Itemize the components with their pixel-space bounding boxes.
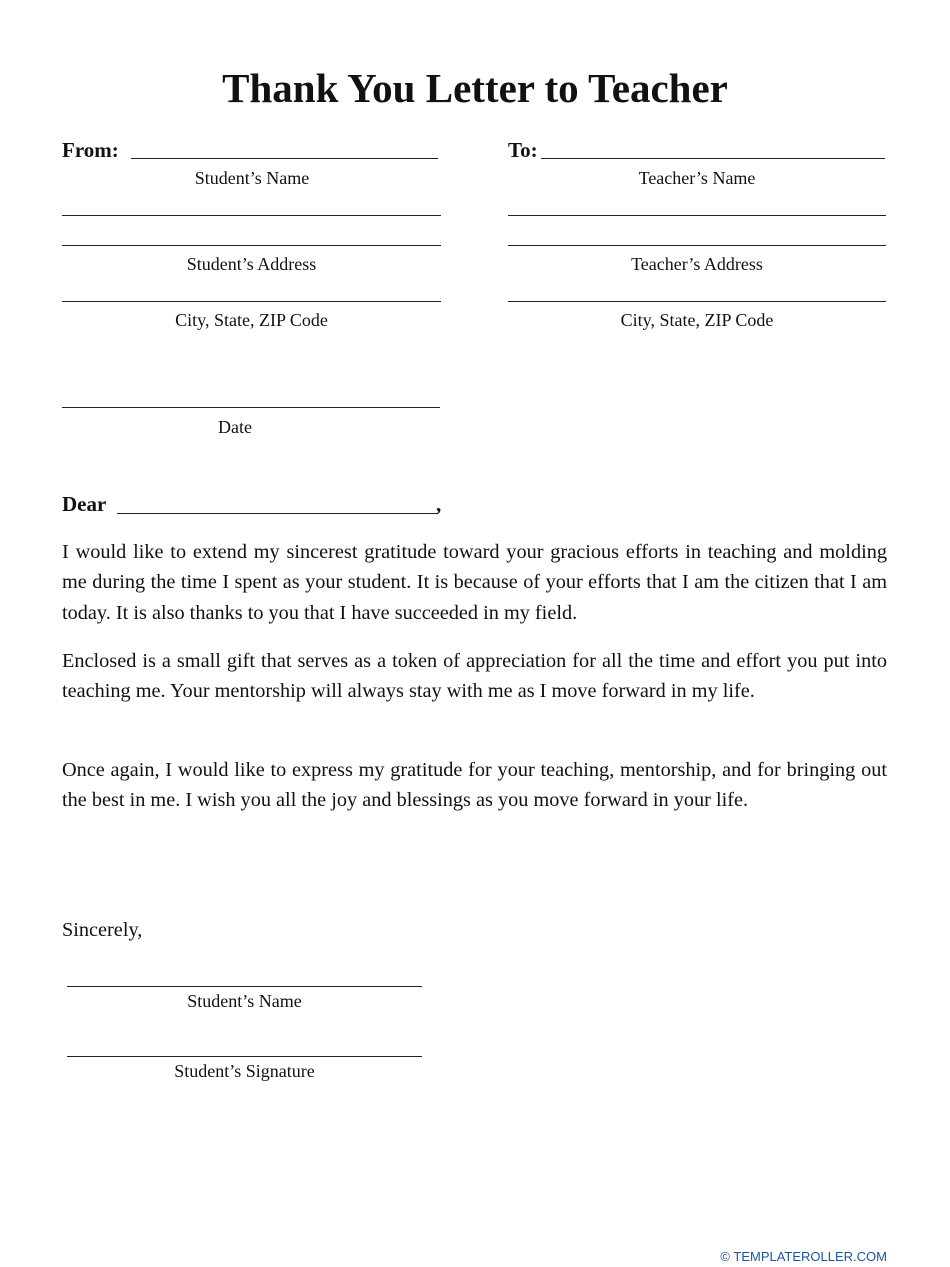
page-title: Thank You Letter to Teacher — [222, 65, 728, 111]
date-line[interactable] — [62, 407, 440, 408]
teacher-city-line[interactable] — [508, 301, 886, 302]
salutation-label: Dear — [62, 492, 107, 516]
salutation-name-line[interactable] — [117, 513, 437, 514]
student-address-caption: Student’s Address — [186, 254, 317, 274]
teacher-address-caption: Teacher’s Address — [631, 254, 763, 274]
to-label: To: — [508, 138, 538, 162]
teacher-city-caption: City, State, ZIP Code — [620, 310, 774, 330]
student-city-line[interactable] — [62, 301, 441, 302]
date-caption: Date — [218, 417, 252, 437]
student-city-caption: City, State, ZIP Code — [175, 310, 328, 330]
from-label: From: — [62, 138, 119, 162]
body-paragraph-1: I would like to extend my sincerest gratitude toward your gracious efforts in teaching and molding me during the time I spent as your student. It is because of your efforts that I am the citizen that I am today. It is also thanks to you that I have succeeded in my field. — [62, 541, 887, 624]
teacher-name-caption: Teacher’s Name — [638, 168, 756, 188]
copyright-footer[interactable]: © TEMPLATEROLLER.COM — [720, 1249, 887, 1264]
student-name-line[interactable] — [131, 158, 438, 159]
student-address-line-1[interactable] — [62, 215, 441, 216]
student-address-line-2[interactable] — [62, 245, 441, 246]
closing-name-caption: Student’s Name — [187, 991, 302, 1011]
teacher-address-line-2[interactable] — [508, 245, 886, 246]
body-paragraph-2: Enclosed is a small gift that serves as a token of appreciation for all the time and effort you put into teaching me. Your mentorship will always stay with me as I move forward in my life. — [62, 650, 887, 703]
student-name-caption: Student’s Name — [194, 168, 310, 188]
signature-line[interactable] — [67, 1056, 422, 1057]
teacher-address-line-1[interactable] — [508, 215, 886, 216]
closing-text: Sincerely, — [62, 919, 143, 941]
salutation-comma: , — [436, 492, 442, 516]
teacher-name-line[interactable] — [541, 158, 885, 159]
signature-caption: Student’s Signature — [174, 1061, 315, 1081]
closing-name-line[interactable] — [67, 986, 422, 987]
body-paragraph-3: Once again, I would like to express my gratitude for your teaching, mentorship, and for bringing out the best in me. I wish you all the joy and blessings as you move forward in your life. — [62, 759, 887, 812]
